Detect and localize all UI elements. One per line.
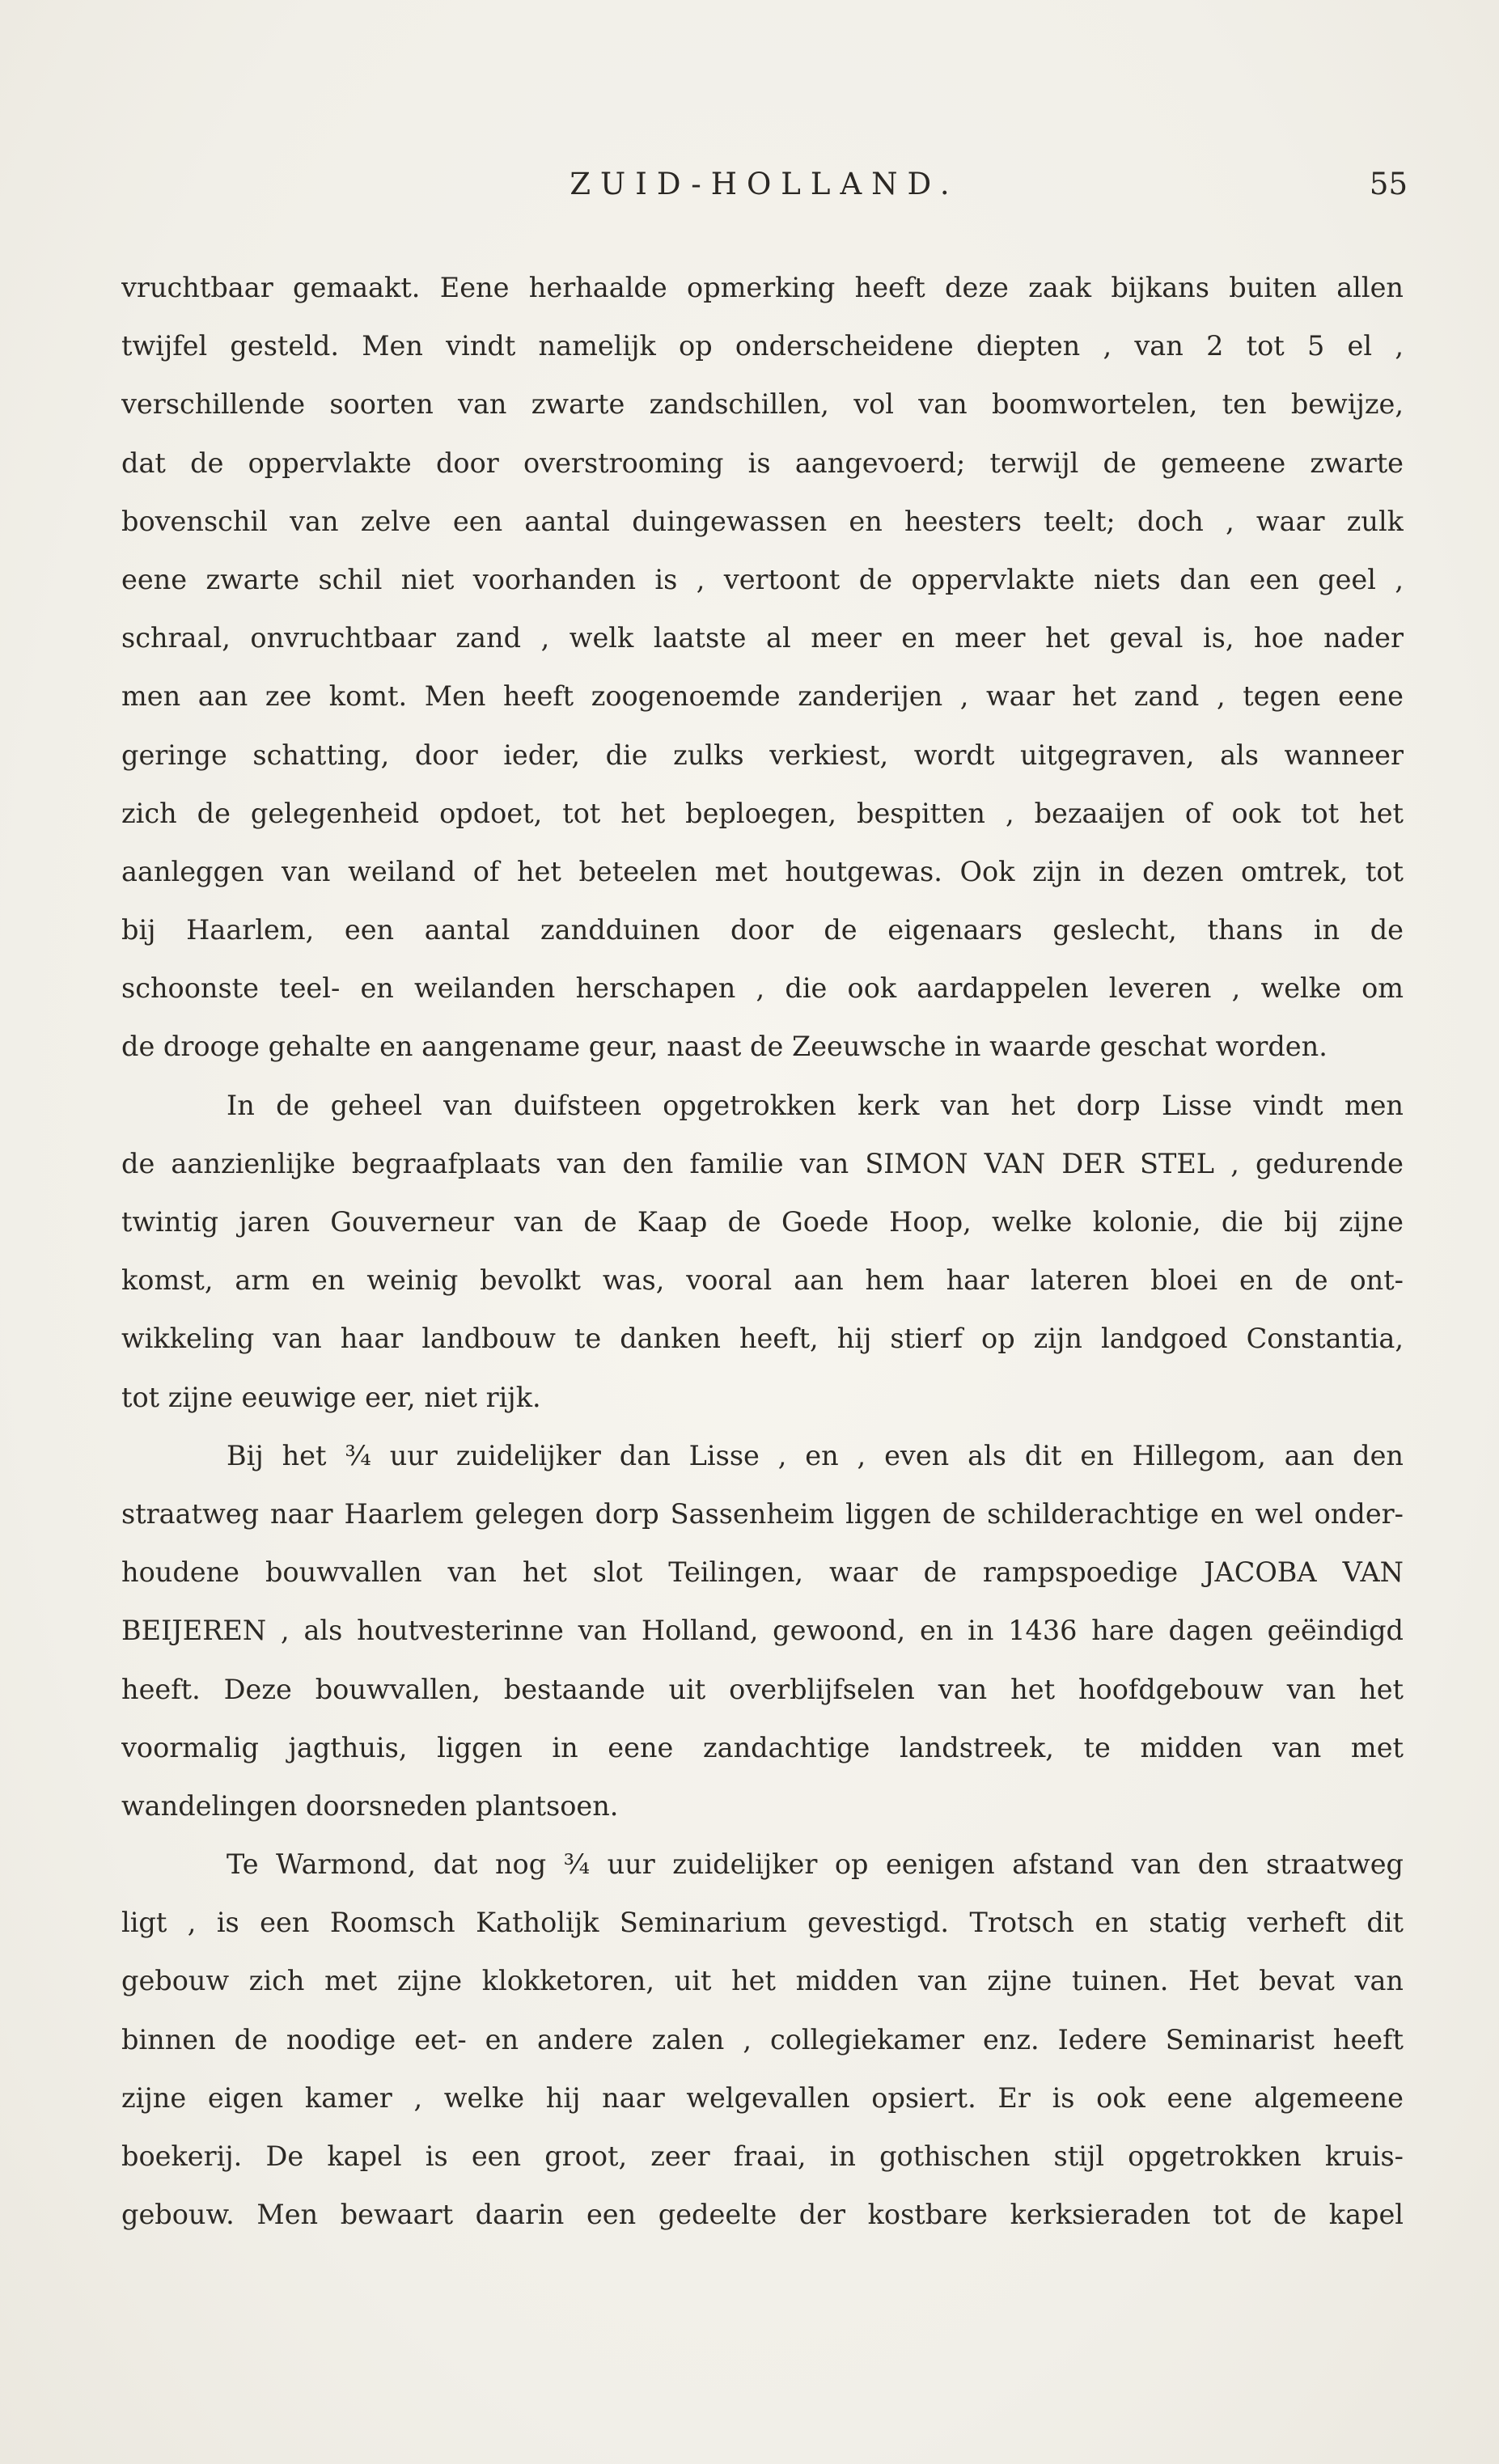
text-line: wandelingen doorsneden plantsoen. — [121, 1789, 619, 1822]
body-text — [121, 259, 1404, 2244]
text-line: zijne eigen kamer , welke hij naar welgevallen opsiert. Er is ook eene algemeene — [121, 2081, 1404, 2114]
text-line: geringe schatting, door ieder, die zulks verkiest, wordt uitgegraven, als wanneer — [121, 739, 1404, 771]
text-line: In de geheel van duifsteen opgetrokken kerk van het dorp Lisse vindt men — [227, 1089, 1404, 1121]
text-line: boekerij. De kapel is een groot, zeer fraai, in gothischen stijl opgetrokken kruis- — [121, 2140, 1404, 2172]
text-line: Bij het ¾ uur zuidelijker dan Lisse , en , even als dit en Hillegom, aan den — [227, 1439, 1404, 1471]
text-line: aanleggen van weiland of het beteelen met houtgewas. Ook zijn in dezen omtrek, tot — [121, 855, 1404, 887]
running-head — [121, 160, 1408, 209]
text-line: men aan zee komt. Men heeft zoogenoemde zanderijen , waar het zand , tegen eene — [121, 680, 1404, 713]
text-line: houdene bouwvallen van het slot Teilingen, waar de rampspoedige JACOBA VAN — [121, 1556, 1404, 1589]
text-line: bovenschil van zelve een aantal duingewassen en heesters teelt; doch , waar zulk — [121, 505, 1404, 537]
text-line: de drooge gehalte en aangename geur, naast de Zeeuwsche in waarde geschat worden. — [121, 1031, 1328, 1063]
text-line: twijfel gesteld. Men vindt namelijk op onderscheidene diepten , van 2 tot 5 el , — [121, 330, 1404, 362]
text-line: verschillende soorten van zwarte zandschillen, vol van boomwortelen, ten bewijze, — [121, 388, 1404, 421]
text-line: twintig jaren Gouverneur van de Kaap de Goede Hoop, welke kolonie, die bij zijne — [121, 1206, 1404, 1238]
text-line: ligt , is een Roomsch Katholijk Seminarium gevestigd. Trotsch en statig verheft dit — [121, 1907, 1404, 1939]
text-line: eene zwarte schil niet voorhanden is , vertoont de oppervlakte niets dan een geel , — [121, 563, 1404, 595]
text-line: wikkeling van haar landbouw te danken heeft, hij stierf op zijn landgoed Constantia, — [121, 1323, 1404, 1355]
text-line: komst, arm en weinig bevolkt was, vooral aan hem haar lateren bloei en de ont- — [121, 1264, 1404, 1297]
text-line: schoonste teel- en weilanden herschapen , die ook aardappelen leveren , welke om — [121, 972, 1404, 1005]
text-line: tot zijne eeuwige eer, niet rijk. — [121, 1381, 541, 1413]
text-line: de aanzienlijke begraafplaats van den familie van SIMON VAN DER STEL , gedurende — [121, 1147, 1404, 1179]
running-title: ZUID-HOLLAND. — [570, 167, 959, 201]
text-line: BEIJEREN , als houtvesterinne van Holland, gewoond, en in 1436 hare dagen geëindigd — [121, 1615, 1404, 1647]
text-line: vruchtbaar gemaakt. Eene herhaalde opmerking heeft deze zaak bijkans buiten allen — [121, 272, 1404, 303]
text-line: Te Warmond, dat nog ¾ uur zuidelijker op eenigen afstand van den straatweg — [227, 1848, 1404, 1881]
text-line: dat de oppervlakte door overstrooming is aangevoerd; terwijl de gemeene zwarte — [121, 447, 1404, 479]
text-line: zich de gelegenheid opdoet, tot het beploegen, bespitten , bezaaijen of ook tot het — [121, 797, 1404, 829]
text-line: heeft. Deze bouwvallen, bestaande uit overblijfselen van het hoofdgebouw van het — [121, 1673, 1404, 1705]
text-line: gebouw zich met zijne klokketoren, uit het midden van zijne tuinen. Het bevat van — [121, 1965, 1404, 1997]
text-line: schraal, onvruchtbaar zand , welk laatste al meer en meer het geval is, hoe nader — [121, 622, 1404, 654]
text-line: voormalig jagthuis, liggen in eene zandachtige landstreek, te midden van met — [121, 1731, 1404, 1763]
text-line: straatweg naar Haarlem gelegen dorp Sassenheim liggen de schilderachtige en wel onder- — [121, 1497, 1404, 1530]
text-line: bij Haarlem, een aantal zandduinen door de eigenaars geslecht, thans in de — [121, 914, 1404, 946]
text-line: binnen de noodige eet- en andere zalen , collegiekamer enz. Iedere Seminarist heeft — [121, 2023, 1404, 2055]
page-number: 55 — [1369, 167, 1408, 201]
text-line: gebouw. Men bewaart daarin een gedeelte der kostbare kerksieraden tot de kapel — [121, 2199, 1404, 2231]
